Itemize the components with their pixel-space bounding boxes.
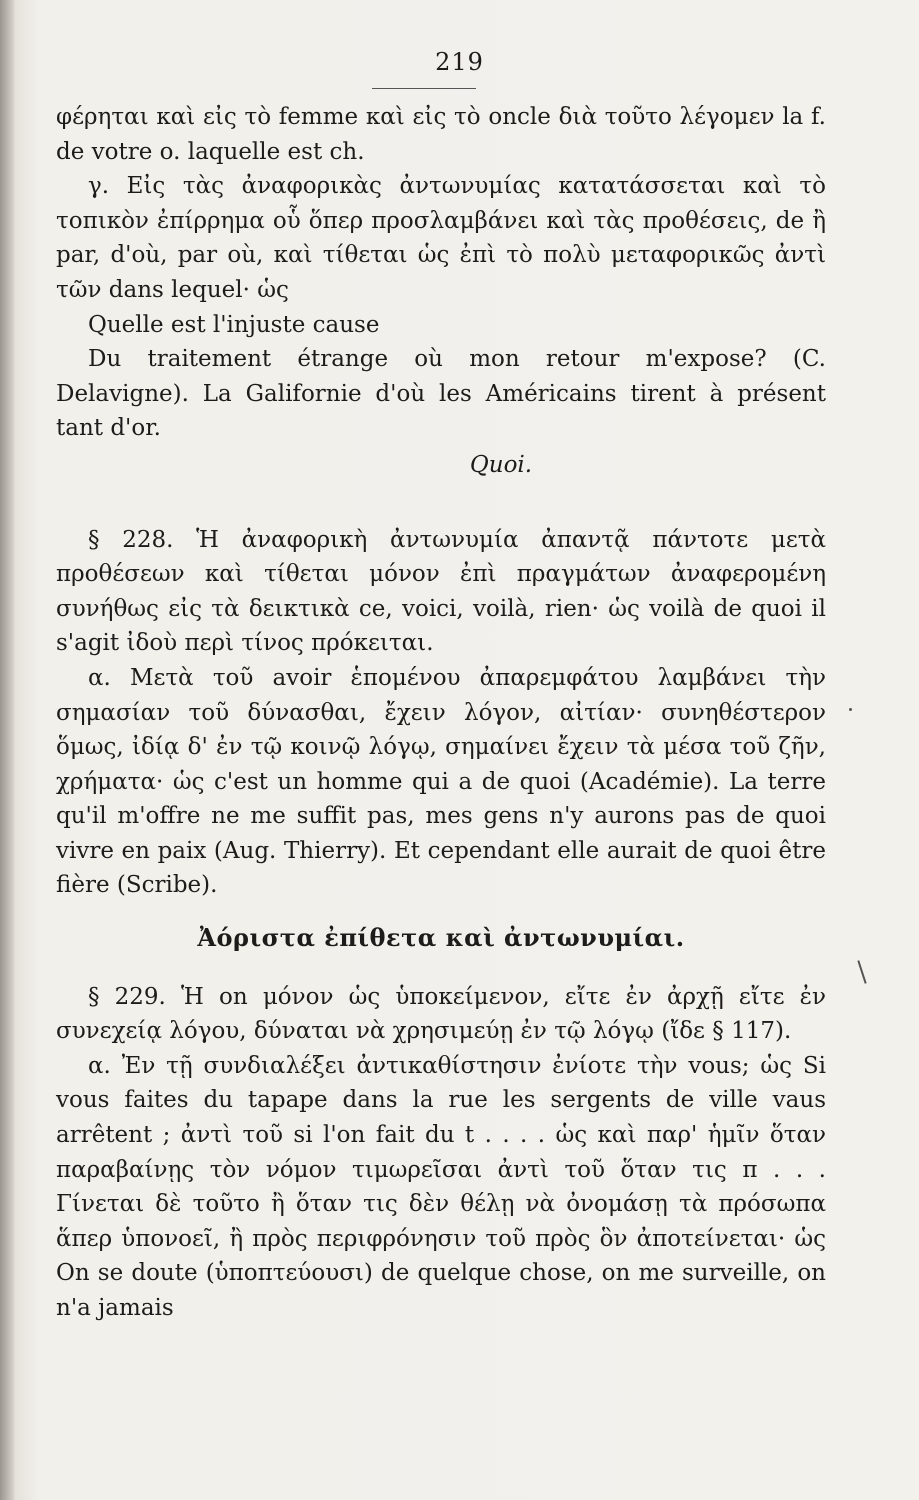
stray-ink-dot: [849, 708, 852, 711]
page-number: 219: [435, 48, 484, 76]
section-spacer: [56, 483, 826, 523]
paragraph-228: § 228. Ἡ ἀναφορικὴ ἀντωνυμία ἀπαντᾷ πάντοτε μετὰ προθέσεων καὶ τίθεται μόνον ἐπὶ πραγμάτων ἀναφερομένη συνήθως εἰς τὰ δεικτικὰ ce, voici, voilà, rien· ὡς voilà de quoi il s'agit ἰδοὺ περὶ τίνος πρόκειται.: [56, 526, 826, 657]
paragraph-continuation: φέρηται καὶ εἰς τὸ femme καὶ εἰς τὸ oncle διὰ τοῦτο λέγομεν la f. de votre o. laquelle est ch.: [56, 104, 826, 165]
stray-pen-mark: [857, 960, 866, 983]
quote-line-2: Du traitement étrange où mon retour m'expose? (C. Delavigne). La Galifornie d'où les Américains tirent à présent tant d'or.: [56, 346, 826, 442]
paragraph-229: § 229. Ἡ on μόνον ὡς ὑποκείμενον, εἴτε ἐν ἀρχῇ εἴτε ἐν συνεχείᾳ λόγου, δύναται νὰ χρησιμεύῃ ἐν τῷ λόγῳ (ἴδε § 117).: [56, 983, 826, 1045]
body-text: [56, 100, 826, 1326]
subheading-quoi: Quoi.: [469, 451, 533, 478]
section-heading: Ἀόριστα ἐπίθετα καὶ ἀντωνυμίαι.: [197, 923, 685, 953]
page-gutter-shadow: [0, 0, 14, 1500]
paragraph-229-alpha: α. Ἐν τῇ συνδιαλέξει ἀντικαθίστησιν ἐνίοτε τὴν vous; ὡς Si vous faites du tapape dans la rue les sergents de ville vaus arrêtent ; ἀντὶ τοῦ si l'on fait du t . . . . ὡς καὶ παρ' ἡμῖν ὅταν παραβαίνῃς τὸν νόμον τιμωρεῖσαι ἀντὶ τοῦ ὅταν τις π . . . Γίνεται δὲ τοῦτο ἢ ὅταν τις δὲν θέλῃ νὰ ὀνομάσῃ τὰ πρόσωπα ἅπερ ὑπονοεῖ, ἢ πρὸς περιφρόνησιν τοῦ πρὸς ὃν ἀποτείνεται· ὡς On se doute (ὑποπτεύουσι) de quelque chose, on me surveille, on n'a jamais: [56, 1052, 826, 1321]
page-number-rule: [372, 88, 476, 89]
paragraph-gamma: γ. Εἰς τὰς ἀναφορικὰς ἀντωνυμίας κατατάσσεται καὶ τὸ τοπικὸν ἐπίρρημα οὗ ὅπερ προσλαμβάνει καὶ τὰς προθέσεις, de ἢ par, d'où, par où, καὶ τίθεται ὡς ἐπὶ τὸ πολὺ μεταφορικῶς ἀντὶ τῶν dans lequel· ὡς: [56, 173, 826, 303]
paragraph-228-alpha: α. Μετὰ τοῦ avoir ἑπομένου ἀπαρεμφάτου λαμβάνει τὴν σημασίαν τοῦ δύνασθαι, ἔχειν λόγον, αἰτίαν· συνηθέστερον ὅμως, ἰδίᾳ δ' ἐν τῷ κοινῷ λόγῳ, σημαίνει ἔχειν τὰ μέσα τοῦ ζῆν, χρήματα· ὡς c'est un homme qui a de quoi (Académie). La terre qu'il m'offre ne me suffit pas, mes gens n'y aurons pas de quoi vivre en paix (Aug. Thierry). Et cependant elle aurait de quoi être fière (Scribe).: [56, 664, 826, 899]
quote-line-1: Quelle est l'injuste cause: [88, 311, 380, 338]
